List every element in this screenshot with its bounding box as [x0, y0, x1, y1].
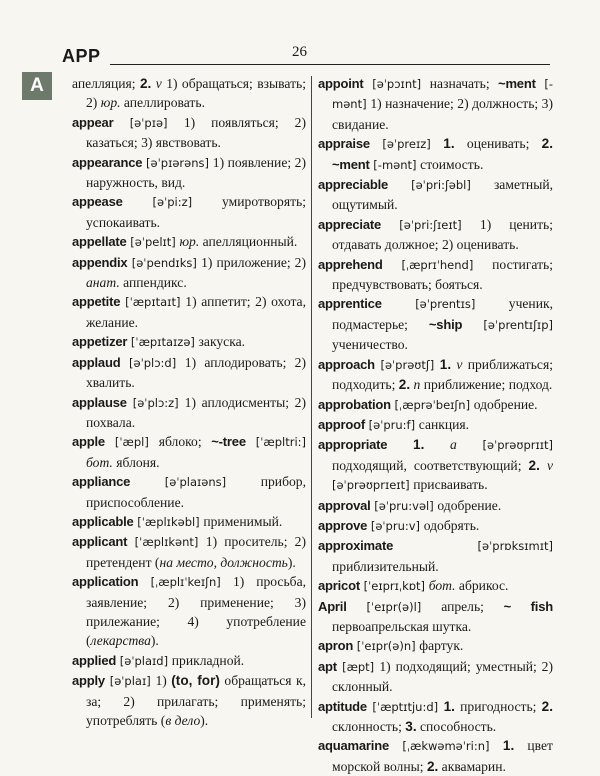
dictionary-entry	[72, 153, 306, 193]
definition-text: 1) аплодировать; 2) хвалить.	[86, 354, 306, 391]
dictionary-entry	[72, 671, 306, 730]
pronunciation: [ˈeɪprɪˌkɒt]	[359, 579, 429, 594]
dictionary-entry	[72, 353, 306, 393]
definition-text: прибор, приспособление.	[86, 474, 306, 510]
dictionary-entry	[318, 395, 553, 415]
headword: apt	[318, 658, 337, 674]
headword: approach	[318, 356, 375, 372]
pronunciation: [əˈplaɪəns]	[130, 475, 261, 490]
definition-text: обращаться к, за; 2) прилагать; применять; употреблять (	[86, 673, 306, 728]
definition-text: способность.	[416, 719, 497, 734]
definition-text: прикладной.	[171, 652, 245, 668]
definition-text: абрикос.	[455, 578, 509, 594]
column-divider	[311, 76, 312, 718]
definition-text: приближаться; подходить;	[332, 356, 553, 393]
pronunciation: [əˈpɔɪnt]	[363, 77, 430, 91]
running-head: APP	[62, 46, 101, 66]
sense-number: 1.	[439, 356, 452, 372]
sense-number: 2.	[139, 76, 152, 91]
dictionary-entry	[72, 74, 306, 113]
dictionary-entry	[72, 651, 306, 671]
sense-number: 2.	[426, 758, 439, 774]
headword: apply	[72, 673, 105, 689]
dictionary-entry	[72, 532, 306, 572]
headword: appetite	[72, 294, 121, 310]
dictionary-entry	[318, 255, 553, 295]
pronunciation: [əˈplɔ:z]	[126, 395, 185, 410]
pronunciation: [æpt]	[336, 659, 380, 674]
usage-label: v	[451, 356, 468, 372]
dictionary-entry	[72, 232, 306, 252]
sense-number: 1.	[502, 738, 515, 754]
left-column	[72, 74, 306, 730]
pronunciation: [ˈæpɪtaɪt]	[120, 295, 186, 310]
definition-text: яблоня.	[112, 454, 160, 470]
dictionary-entry	[318, 435, 553, 495]
sense-number: 3.	[405, 719, 417, 734]
dictionary-entry	[318, 597, 553, 637]
usage-label: анат.	[86, 275, 120, 291]
dictionary-entry	[72, 113, 306, 153]
dictionary-entry	[318, 134, 553, 175]
headword: aquamarine	[318, 738, 389, 754]
headword: appearance	[72, 154, 143, 170]
dictionary-entry	[72, 253, 306, 293]
definition-text: ).	[200, 713, 209, 728]
pronunciation: [ˌæprɪˈhend]	[382, 257, 493, 272]
right-column	[318, 74, 553, 776]
pronunciation: [əˈpɪərəns]	[142, 155, 213, 170]
pronunciation: [əˈpelɪt]	[126, 235, 180, 250]
headword: apple	[72, 434, 105, 450]
definition-text: ).	[287, 554, 296, 570]
headword: application	[72, 574, 139, 590]
sense-number: 1.	[443, 698, 455, 714]
definition-text: одобрение.	[437, 497, 502, 513]
sense-number: (to, for)	[171, 673, 220, 689]
headword: applicant	[72, 534, 128, 550]
header-rule	[110, 64, 550, 65]
dictionary-entry	[318, 496, 553, 516]
definition-text: стоимость.	[420, 156, 484, 172]
headword: apron	[318, 638, 354, 654]
usage-label: v	[151, 76, 167, 91]
dictionary-entry	[318, 536, 553, 576]
usage-label: бот.	[428, 578, 456, 594]
definition-text: 1) аппетит; 2) охота, желание.	[86, 294, 306, 330]
headword: ~-tree	[211, 434, 246, 450]
pronunciation: [ˈæplɪkənt]	[127, 535, 206, 550]
definition-text: яблоко;	[158, 434, 212, 450]
definition-text: ученичество.	[332, 337, 408, 353]
usage-label: a	[424, 437, 483, 453]
definition-text: подходящий, соответствующий;	[332, 457, 529, 473]
definition-text: 1) проситель; 2) претендент (	[86, 534, 306, 570]
definition-text: санкция.	[418, 416, 470, 432]
dictionary-entry	[318, 657, 553, 697]
sense-number: 1.	[443, 136, 455, 152]
headword: apprehend	[318, 256, 383, 272]
definition-text: первоапрельская шутка.	[332, 618, 472, 634]
definition-text: одобрять.	[423, 517, 480, 533]
headword: aptitude	[318, 698, 367, 714]
section-letter-tab: A	[22, 72, 52, 100]
page-header	[62, 44, 550, 68]
usage-label: бот.	[86, 454, 113, 470]
definition-text: оценивать;	[454, 136, 542, 152]
definition-text: 1) назначение; 2) должность; 3) свидание.	[332, 96, 553, 132]
definition-text	[387, 437, 413, 452]
sense-number: 2.	[528, 457, 540, 473]
pronunciation: [əˈpru:v]	[367, 518, 424, 533]
definition-text: апеллировать.	[120, 95, 205, 111]
dictionary-entry	[72, 432, 306, 472]
pronunciation: [əˈpri:ʃɪeɪt]	[381, 217, 480, 232]
usage-label: n	[410, 377, 424, 393]
usage-label: юр.	[100, 95, 121, 111]
sense-number: 2.	[398, 377, 411, 393]
headword: approval	[318, 497, 371, 513]
dictionary-entry	[318, 697, 553, 737]
headword: approve	[318, 517, 368, 533]
definition-text: аквамарин.	[438, 758, 506, 774]
dictionary-entry	[72, 572, 306, 651]
definition-text: закуска.	[198, 334, 246, 350]
definition-text: 1) ценить; отдавать должное; 2) оценивать.	[332, 216, 553, 253]
definition-text: 1) аплодисменты; 2) похвала.	[86, 394, 307, 430]
definition-text: 1) приложение; 2)	[201, 254, 306, 270]
definition-text: умиротворять; успокаивать.	[86, 194, 306, 230]
usage-label: лекарства	[90, 633, 151, 649]
pronunciation: [əˈpendɪks]	[127, 255, 202, 270]
headword: ~ship	[428, 316, 463, 332]
dictionary-entry	[72, 332, 306, 352]
dictionary-entry	[318, 294, 553, 354]
usage-label: в дело	[165, 713, 201, 728]
definition-text: назначать;	[429, 76, 499, 91]
headword: ~ fish	[503, 598, 553, 614]
pronunciation: [ˈæpltri:]	[245, 435, 307, 450]
definition-text: постигать; предчувствовать; бояться.	[332, 256, 553, 293]
dictionary-entry	[72, 393, 306, 433]
pronunciation: [ˈeɪpr(ə)l]	[346, 599, 442, 614]
pronunciation: [ˌæplɪˈkeɪʃn]	[138, 575, 233, 590]
headword: approbation	[318, 396, 391, 412]
pronunciation: [əˈpreɪz]	[369, 137, 444, 152]
dictionary-entry	[72, 512, 306, 532]
definition-text: 1)	[155, 673, 172, 689]
definition-text: пригодность;	[454, 698, 542, 714]
definition-text: приблизительный.	[332, 558, 439, 574]
definition-text: присваивать.	[413, 477, 488, 493]
dictionary-entry	[72, 192, 306, 232]
headword: applicable	[72, 513, 134, 529]
pronunciation: [əˈprəʊtʃ]	[374, 357, 440, 372]
definition-text: склонность;	[332, 719, 406, 734]
pronunciation: [əˈprentɪʃɪp]	[462, 317, 553, 332]
pronunciation: [əˈprəʊprɪeɪt]	[332, 478, 414, 493]
headword: appetizer	[72, 334, 128, 350]
pronunciation: [əˈplaɪd]	[116, 653, 172, 668]
dictionary-entry	[318, 215, 553, 255]
usage-label: на место, должность	[159, 554, 288, 570]
definition-text: 1) просьба, заявление; 2) применение; 3) прилежание; 4) употребление (	[86, 574, 306, 649]
headword: appoint	[318, 76, 364, 91]
headword: appear	[72, 114, 114, 130]
definition-text: заметный, ощутимый.	[332, 177, 553, 213]
sense-number: 2.	[541, 698, 553, 714]
pronunciation: [əˈpɪə]	[113, 115, 184, 130]
pronunciation: [əˈprəʊprɪɪt]	[482, 438, 554, 453]
headword: apricot	[318, 578, 360, 594]
headword: appliance	[72, 474, 131, 490]
dictionary-entry	[318, 175, 553, 215]
definition-text: 1) обращаться; взывать; 2)	[86, 76, 306, 111]
headword: approximate	[318, 538, 394, 554]
dictionary-entry	[318, 74, 553, 134]
headword: approof	[318, 416, 365, 432]
definition-text: 1) появление; 2) наружность, вид.	[86, 154, 306, 191]
headword: appellate	[72, 234, 127, 250]
headword: appendix	[72, 254, 128, 270]
definition-text: аппендикс.	[119, 275, 187, 291]
pronunciation: [ˈæptɪtju:d]	[366, 699, 444, 714]
definition-text: апелляция;	[72, 76, 140, 91]
headword: applied	[72, 652, 117, 668]
pronunciation: [əˈprentɪs]	[381, 297, 509, 312]
pronunciation: [ˌæprəˈbeɪʃn]	[390, 397, 474, 412]
pronunciation: [əˈpru:f]	[364, 417, 419, 432]
pronunciation: [əˈplaɪ]	[104, 674, 156, 689]
pronunciation: [ˈeɪpr(ə)n]	[353, 639, 420, 654]
pronunciation: [ˈæpl]	[104, 435, 159, 450]
pronunciation: [-mənt]	[369, 157, 421, 172]
dictionary-entry	[318, 636, 553, 656]
pronunciation: [ˌækwəməˈri:n]	[388, 739, 503, 754]
definition-text: 1) появляться; 2) казаться; 3) явствовать.	[86, 114, 306, 151]
definition-text: применимый.	[203, 513, 283, 529]
definition-text: фартук.	[419, 638, 464, 654]
headword: April	[318, 598, 347, 614]
pronunciation: [ˈæpɪtaɪzə]	[127, 335, 199, 350]
headword: appreciate	[318, 216, 382, 232]
definition-text: апелляционный.	[199, 234, 298, 250]
definition-text: апрель;	[441, 598, 504, 614]
headword: appreciable	[318, 177, 389, 193]
headword: apprentice	[318, 296, 382, 312]
pronunciation: [ˈæplɪkəbl]	[133, 514, 204, 529]
dictionary-entry	[318, 355, 553, 395]
dictionary-entry	[72, 472, 306, 512]
usage-label: юр.	[179, 234, 200, 250]
definition-text: ).	[150, 633, 159, 649]
dictionary-entry	[318, 516, 553, 536]
headword: applaud	[72, 354, 121, 370]
dictionary-entry	[318, 736, 553, 776]
definition-text: одобрение.	[473, 396, 538, 412]
usage-label: v	[539, 457, 553, 473]
headword: appease	[72, 194, 123, 210]
dictionary-entry	[72, 292, 306, 332]
dictionary-entry	[318, 415, 553, 435]
sense-number: 1.	[413, 437, 425, 453]
dictionary-entry	[318, 576, 553, 596]
page-number: 26	[292, 44, 307, 60]
headword: ~ment	[498, 76, 536, 91]
headword: appropriate	[318, 437, 388, 453]
pronunciation: [əˈpru:vəl]	[370, 498, 438, 513]
definition-text: приближение; подход.	[423, 377, 553, 393]
pronunciation: [əˈpri:ʃəbl]	[388, 178, 494, 193]
sense-number: 2.	[541, 136, 554, 152]
pronunciation: [əˈpi:z]	[122, 195, 223, 210]
pronunciation: [əˈplɔ:d]	[120, 355, 185, 370]
definition-text: 1) подходящий; уместный; 2) склонный.	[332, 658, 553, 695]
headword: applause	[72, 394, 127, 410]
headword: ~ment	[332, 156, 370, 172]
definition-text: ученик, подмастерье;	[332, 296, 553, 332]
definition-text: цвет морской волны;	[332, 738, 553, 774]
headword: appraise	[318, 136, 370, 152]
pronunciation: [əˈprɒksɪmɪt]	[393, 539, 553, 554]
pronunciation: [-mənt]	[332, 77, 553, 112]
